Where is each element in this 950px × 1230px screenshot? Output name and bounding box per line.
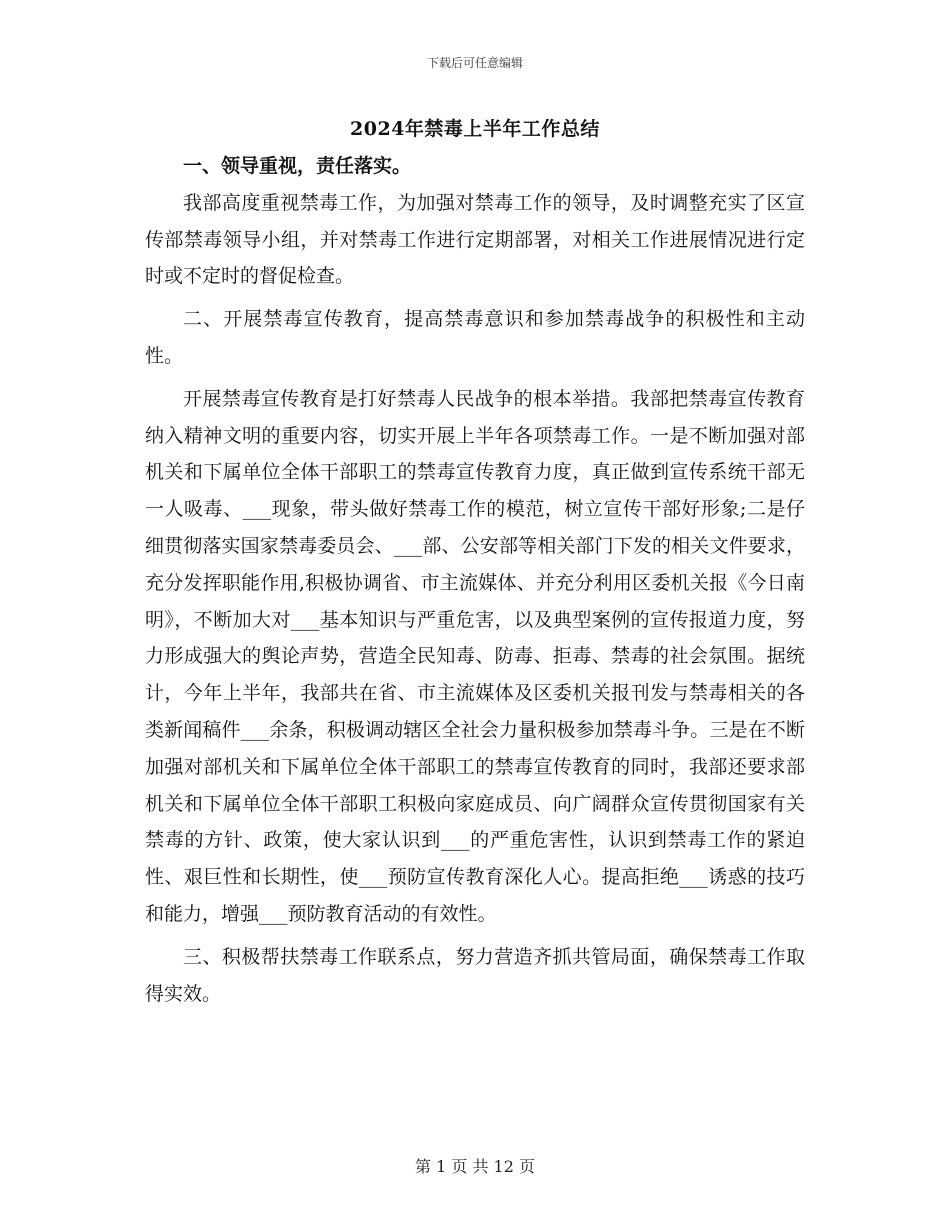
document-title: 2024年禁毒上半年工作总结	[350, 118, 600, 140]
body-paragraph-1: 我部高度重视禁毒工作，为加强对禁毒工作的领导，及时调整充实了区宣传部禁毒领导小组，并对禁毒工作进行定期部署，对相关工作进展情况进行定时或不定时的督促检查。	[145, 191, 805, 288]
document-body	[145, 148, 805, 1012]
section-heading-1: 一、领导重视，责任落实。	[183, 155, 412, 177]
page-footer: 第 1 页 共 12 页	[415, 1157, 535, 1176]
header-note: 下载后可任意编辑	[426, 56, 523, 70]
section-heading-3: 三、积极帮扶禁毒工作联系点，努力营造齐抓共管局面，确保禁毒工作取得实效。	[145, 945, 805, 1005]
body-paragraph-2: 开展禁毒宣传教育是打好禁毒人民战争的根本举措。我部把禁毒宣传教育纳入精神文明的重要内容，切实开展上半年各项禁毒工作。一是不断加强对部机关和下属单位全体干部职工的禁毒宣传教育力度，真正做到宣传系统干部无一人吸毒、___现象，带头做好禁毒工作的模范，树立宣传干部好形象;二是仔细贯彻落实国家禁毒委员会、___部、公安部等相关部门下发的相关文件要求，充分发挥职能作用,积极协调省、市主流媒体、并充分利用区委机关报《今日南明》，不断加大对___基本知识与严重危害，以及典型案例的宣传报道力度，努力形成强大的舆论声势，营造全民知毒、防毒、拒毒、禁毒的社会氛围。据统计，今年上半年，我部共在省、市主流媒体及区委机关报刊发与禁毒相关的各类新闻稿件___余条，积极调动辖区全社会力量积极参加禁毒斗争。三是在不断加强对部机关和下属单位全体干部职工的禁毒宣传教育的同时，我部还要求部机关和下属单位全体干部职工积极向家庭成员、向广阔群众宣传贯彻国家有关禁毒的方针、政策，使大家认识到___的严重危害性，认识到禁毒工作的紧迫性、艰巨性和长期性，使___预防宣传教育深化人心。提高拒绝___诱惑的技巧和能力，增强___预防教育活动的有效性。	[145, 387, 805, 925]
section-heading-2: 二、开展禁毒宣传教育，提高禁毒意识和参加禁毒战争的积极性和主动性。	[145, 308, 805, 367]
